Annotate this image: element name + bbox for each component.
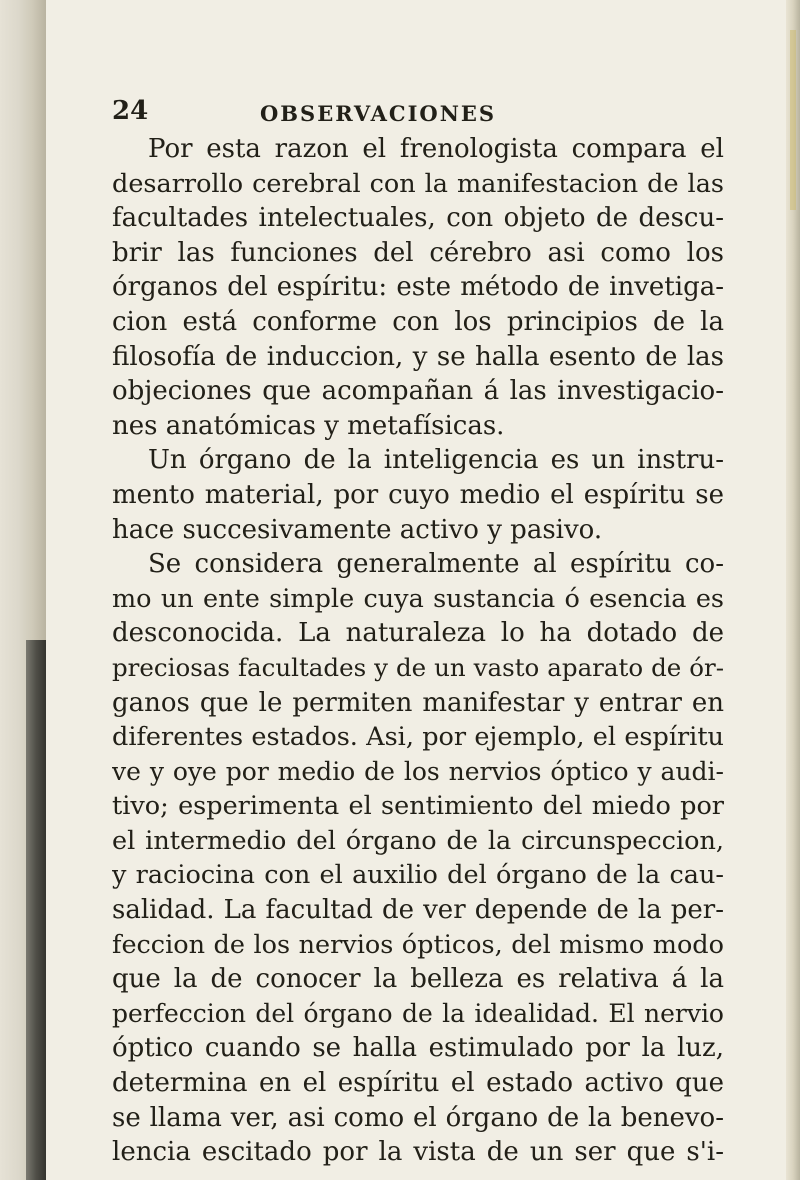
- text-line: y raciocina con el auxilio del órgano de la cau-: [112, 860, 724, 891]
- text-line: mento material, por cuyo medio el espíritu se: [112, 479, 724, 510]
- text-line: nes anatómicas y metafísicas.: [112, 410, 505, 441]
- binding-shadow: [26, 640, 46, 1180]
- page-header: [112, 96, 724, 132]
- text-line: determina en el espíritu el estado activo que: [112, 1068, 724, 1099]
- text-line: se llama ver, asi como el órgano de la benevo-: [112, 1102, 724, 1133]
- page-right-edge: [786, 0, 800, 1180]
- text-line: Se considera generalmente al espíritu co-: [148, 549, 724, 580]
- text-line: ve y oye por medio de los nervios óptico y audi-: [112, 756, 724, 786]
- text-line: preciosas facultades y de un vasto aparato de ór-: [112, 652, 724, 682]
- text-line: filosofía de induccion, y se halla esento de las: [112, 341, 724, 372]
- text-line: feccion de los nervios ópticos, del mismo modo: [112, 929, 724, 960]
- text-line: órganos del espíritu: este método de invetiga-: [112, 272, 724, 303]
- text-line: mo un ente simple cuya sustancia ó esencia es: [112, 583, 724, 614]
- text-line: brir las funciones del cérebro asi como los: [112, 237, 724, 268]
- text-line: tivo; esperimenta el sentimiento del miedo por: [112, 791, 724, 822]
- text-line: cion está conforme con los principios de la: [112, 306, 724, 337]
- running-head: OBSERVACIONES: [260, 101, 497, 126]
- text-line: facultades intelectuales, con objeto de descu-: [112, 203, 724, 234]
- text-line: lencia escitado por la vista de un ser que s'i-: [112, 1137, 724, 1168]
- text-line: que la de conocer la belleza es relativa á la: [112, 964, 724, 995]
- text-line: objeciones que acompañan á las investigacio-: [112, 376, 724, 407]
- text-line: hace succesivamente activo y pasivo.: [112, 514, 603, 545]
- text-line: Un órgano de la inteligencia es un instru-: [148, 445, 724, 476]
- text-line: salidad. La facultad de ver depende de la per-: [112, 895, 724, 926]
- text-line: diferentes estados. Asi, por ejemplo, el espíritu: [112, 722, 724, 753]
- text-line: perfeccion del órgano de la idealidad. El nervio: [112, 998, 724, 1028]
- page-number: 24: [112, 96, 149, 126]
- edge-stain: [790, 30, 796, 210]
- text-line: ganos que le permiten manifestar y entrar en: [112, 687, 724, 718]
- body-text: [112, 132, 724, 1170]
- text-line: el intermedio del órgano de la circunspeccion,: [112, 825, 724, 856]
- text-line: óptico cuando se halla estimulado por la luz,: [112, 1033, 724, 1064]
- text-line: Por esta razon el frenologista compara el: [148, 134, 724, 164]
- page-text-block: [112, 96, 724, 1170]
- text-line: desarrollo cerebral con la manifestacion de las: [112, 168, 724, 199]
- text-line: desconocida. La naturaleza lo ha dotado de: [112, 618, 724, 649]
